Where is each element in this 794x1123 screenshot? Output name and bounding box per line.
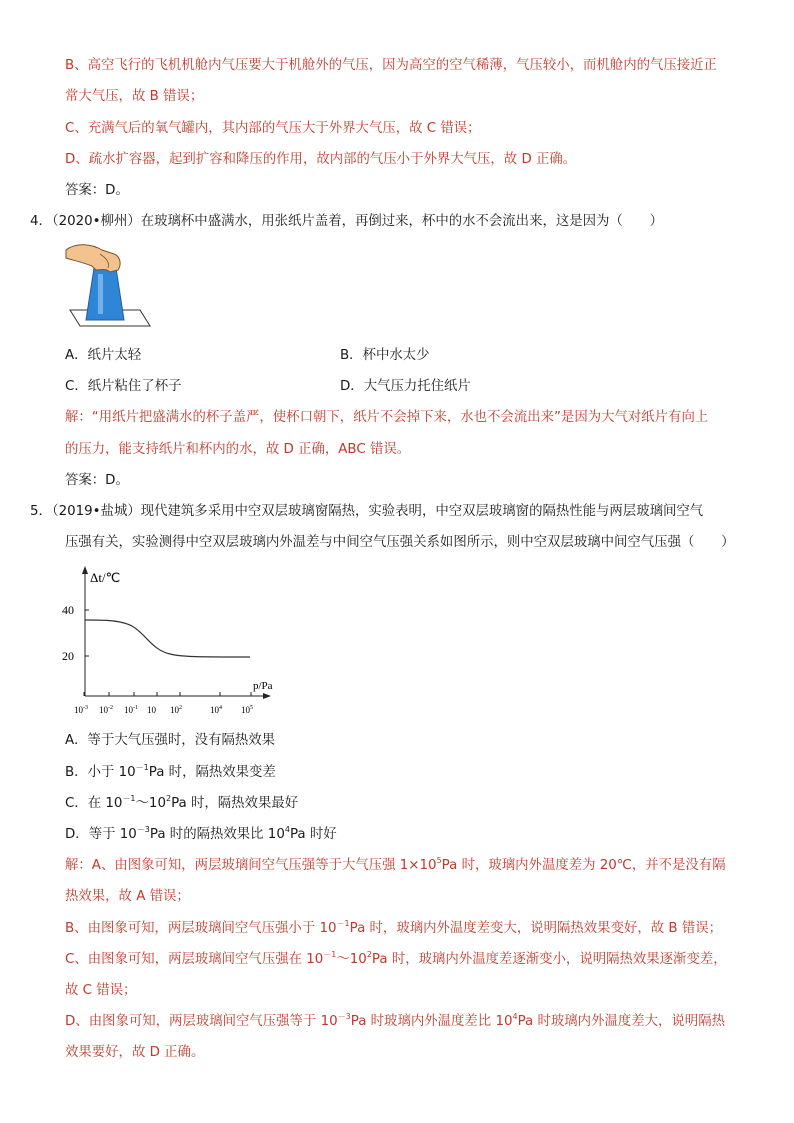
pressure-temperature-graph [60,562,275,722]
q5-stem-line1: 5．（2019•盐城）现代建筑多采用中空双层玻璃窗隔热，实验表明，中空双层玻璃窗的隔热性能与两层玻璃间空气 [30,504,704,519]
q5-solution-d-line1: D、由图象可知，两层玻璃间空气压强等于 $10^{-3}Pa$ 时玻璃内外温度差比 $10^4Pa$ 时玻璃内外温度差大，说明隔热 [65,1012,725,1029]
q4-option-d: D．大气压力托住纸片 [340,379,471,394]
x-axis-label: p/Pa [253,680,273,692]
x-axis-arrow [263,693,271,699]
x-tick-label-0: $10^{-3}$ [74,705,88,715]
x-tick-label-3: 10 [147,705,156,715]
q4-stem: 4．（2020•柳州）在玻璃杯中盛满水，用张纸片盖着，再倒过来，杯中的水不会流出来，这是因为（ ） [30,214,663,229]
q5-option-c: C．在 $10^{-1}\sim 10^2Pa$ 时，隔热效果最好 [65,794,299,811]
y-axis-arrow [82,566,88,574]
x-tick-label-6: $10^5$ [241,705,253,715]
q5-solution-a-line2: 热效果，故 A 错误； [65,889,190,904]
q5-option-d: D．等于 $10^{-3}Pa$ 时的隔热效果比 $10^4Pa$ 时好 [65,825,337,842]
q4-solution-line2: 的压力，能支持纸片和杯内的水，故 D 正确，ABC 错误。 [65,442,411,457]
x-tick-group [74,692,253,715]
q5-option-a: A．等于大气压强时，没有隔热效果 [65,733,276,748]
q5-solution-d-line2: 效果要好，故 D 正确。 [65,1045,205,1060]
inverted-cup-figure [62,240,152,330]
hand [66,245,120,272]
q4-option-c: C．纸片粘住了杯子 [65,379,182,394]
prev-solution-c: C、充满气后的氧气罐内，其内部的气压大于外界大气压，故 C 错误； [65,121,481,136]
q4-solution-line1: 解：“用纸片把盛满水的杯子盖严，使杯口朝下，纸片不会掉下来，水也不会流出来”是因为大气对纸片有向上 [65,410,709,425]
x-tick-label-2: $10^{-1}$ [124,705,138,715]
y-tick-label-20: 20 [62,649,74,663]
q5-solution-c-line1: C、由图象可知，两层玻璃间空气压强在 $10^{-1}\sim 10^2Pa$ 时，玻璃内外温度差逐渐变小，说明隔热效果逐渐变差， [65,950,727,967]
q4-answer: 答案：D。 [65,473,129,488]
x-tick-label-5: $10^4$ [210,705,222,715]
q5-option-b: B．小于 $10^{-1}Pa$ 时，隔热效果变差 [65,763,276,780]
prev-solution-d: D、疏水扩容器，起到扩容和降压的作用，故内部的气压小于外界大气压，故 D 正确。 [65,152,577,167]
prev-solution-b-line1: B、高空飞行的飞机机舱内气压要大于机舱外的气压，因为高空的空气稀薄，气压较小，而机舱内的气压接近正 [65,58,717,73]
q5-solution-a-line1: 解：A、由图象可知，两层玻璃间空气压强等于大气压强 $1\times 10^5Pa$ 时，玻璃内外温度差为 20℃，并不是没有隔 [65,856,726,873]
q4-option-a: A．纸片太轻 [65,348,142,363]
x-tick-label-4: $10^2$ [170,705,182,715]
glass-cup [86,268,124,320]
y-axis-label: Δt/℃ [90,570,121,585]
data-curve [85,620,250,657]
prev-answer: 答案：D。 [65,183,129,198]
cup-highlight [98,274,103,314]
q5-solution-c-line2: 故 C 错误； [65,983,137,998]
y-tick-label-40: 40 [62,603,74,617]
prev-solution-b-line2: 常大气压，故 B 错误； [65,89,204,104]
q5-stem-line2: 压强有关，实验测得中空双层玻璃内外温差与中间空气压强关系如图所示，则中空双层玻璃中间空气压强（ ） [65,535,735,550]
q5-solution-b: B、由图象可知，两层玻璃间空气压强小于 $10^{-1}Pa$ 时，玻璃内外温度差变大，说明隔热效果变好，故 B 错误； [65,919,723,936]
x-tick-label-1: $10^{-2}$ [99,705,113,715]
q4-option-b: B．杯中水太少 [340,348,430,363]
